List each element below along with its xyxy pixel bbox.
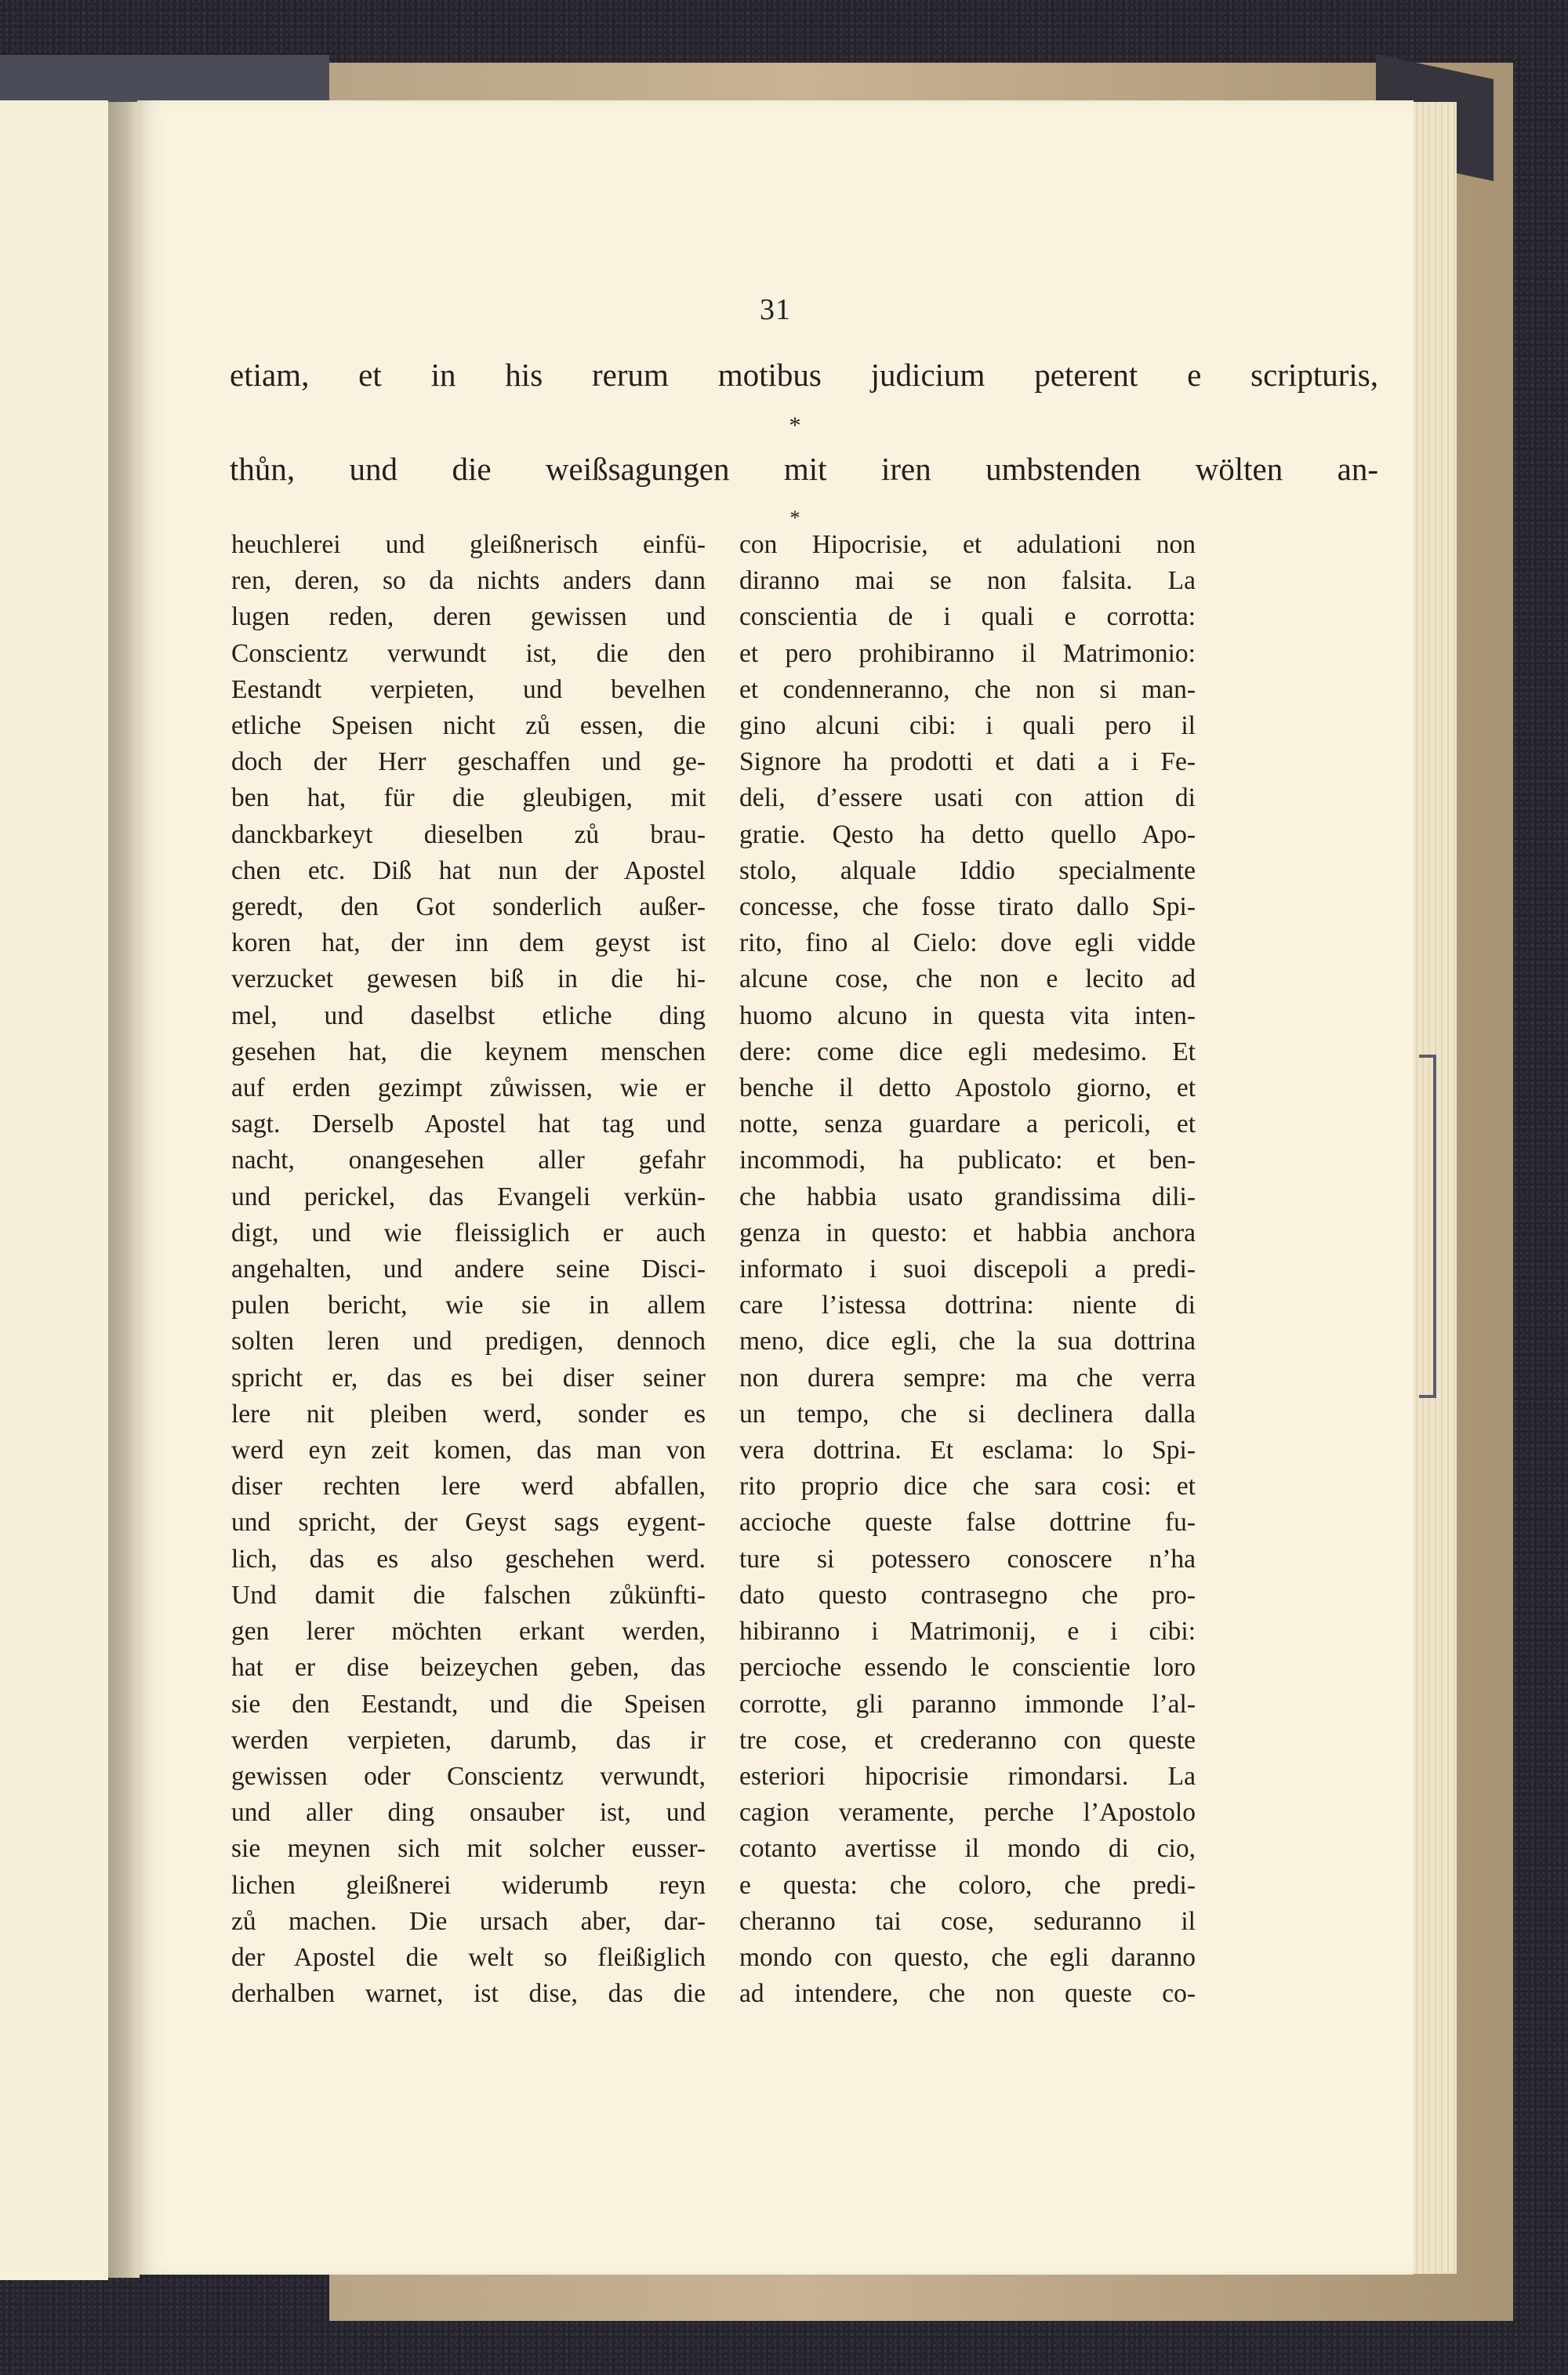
german-text-line: ren, deren, so da nichts anders dann xyxy=(231,566,706,596)
german-text-line: diser rechten lere werd abfallen, xyxy=(231,1472,706,1502)
italian-text-line: ad intendere, che non queste co- xyxy=(739,1979,1196,2009)
asterisk-marker: * xyxy=(789,507,800,529)
italian-text-line: rito, fino al Cielo: dove egli vidde xyxy=(739,928,1196,958)
german-text-line: und spricht, der Geyst sags eygent- xyxy=(231,1508,706,1538)
margin-bracket-mark xyxy=(1419,1055,1436,1398)
italian-text-line: concesse, che fosse tirato dallo Spi- xyxy=(739,892,1196,922)
german-text-line: gewissen oder Conscientz verwundt, xyxy=(231,1761,706,1791)
german-text-line: Und damit die falschen zůkünfti- xyxy=(231,1580,706,1610)
italian-text-line: ture si potessero conoscere n’ha xyxy=(739,1544,1196,1574)
german-text-line: auf erden gezimpt zůwissen, wie er xyxy=(231,1073,706,1103)
german-text-line: gen lerer möchten erkant werden, xyxy=(231,1617,706,1647)
german-text-line: chen etc. Diß hat nun der Apostel xyxy=(231,855,706,885)
italian-text-line: stolo, alquale Iddio specialmente xyxy=(739,855,1196,885)
page-number: 31 xyxy=(760,293,791,326)
italian-text-line: mondo con questo, che egli daranno xyxy=(739,1942,1196,1972)
german-text-line: lugen reden, deren gewissen und xyxy=(231,602,706,632)
italian-text-line: hibiranno i Matrimonij, e i cibi: xyxy=(739,1617,1196,1647)
italian-text-line: conscientia de i quali e corrotta: xyxy=(739,602,1196,632)
italian-text-line: genza in questo: et habbia anchora xyxy=(739,1218,1196,1247)
german-text-line: der Apostel die welt so fleißiglich xyxy=(231,1942,706,1972)
latin-full-width-line: etiam, et in his rerum motibus judicium peterent e scripturis, xyxy=(230,357,1378,393)
italian-text-line: con Hipocrisie, et adulationi non xyxy=(739,530,1196,559)
german-text-line: doch der Herr geschaffen und ge- xyxy=(231,747,706,777)
german-text-line: hat er dise beizeychen geben, das xyxy=(231,1653,706,1683)
german-text-line: ben hat, für die gleubigen, mit xyxy=(231,783,706,813)
italian-text-line: informato i suoi discepoli a predi- xyxy=(739,1255,1196,1284)
german-text-line: lich, das es also geschehen werd. xyxy=(231,1544,706,1574)
italian-text-line: care l’istessa dottrina: niente di xyxy=(739,1291,1196,1320)
italian-text-line: gino alcuni cibi: i quali pero il xyxy=(739,711,1196,741)
german-text-line: heuchlerei und gleißnerisch einfü- xyxy=(231,530,706,559)
italian-text-line: huomo alcuno in questa vita inten- xyxy=(739,1000,1196,1030)
german-text-line: verzucket gewesen biß in die hi- xyxy=(231,964,706,994)
german-text-line: spricht er, das es bei diser seiner xyxy=(231,1363,706,1393)
german-text-line: und perickel, das Evangeli verkün- xyxy=(231,1182,706,1211)
italian-text-line: percioche essendo le conscientie loro xyxy=(739,1653,1196,1683)
german-text-line: digt, und wie fleissiglich er auch xyxy=(231,1218,706,1247)
german-text-line: koren hat, der inn dem geyst ist xyxy=(231,928,706,958)
left-binding-cloth xyxy=(0,55,329,102)
italian-text-line: deli, d’essere usati con attion di xyxy=(739,783,1196,813)
italian-text-line: notte, senza guardare a pericoli, et xyxy=(739,1109,1196,1139)
german-text-line: mel, und daselbst etliche ding xyxy=(231,1000,706,1030)
italian-text-line: cheranno tai cose, seduranno il xyxy=(739,1906,1196,1936)
italian-text-line: et pero prohibiranno il Matrimonio: xyxy=(739,638,1196,668)
italian-text-line: benche il detto Apostolo giorno, et xyxy=(739,1073,1196,1103)
italian-text-line: e questa: che coloro, che predi- xyxy=(739,1870,1196,1900)
italian-text-line: et condenneranno, che non si man- xyxy=(739,674,1196,704)
italian-text-line: cagion veramente, perche l’Apostolo xyxy=(739,1798,1196,1828)
asterisk-marker: * xyxy=(789,412,801,438)
german-text-line: sie meynen sich mit solcher eusser- xyxy=(231,1834,706,1864)
german-text-line: solten leren und predigen, dennoch xyxy=(231,1327,706,1356)
german-text-line: danckbarkeyt dieselben zů brau- xyxy=(231,819,706,849)
italian-text-line: un tempo, che si declinera dalla xyxy=(739,1399,1196,1429)
italian-text-line: Signore ha prodotti et dati a i Fe- xyxy=(739,747,1196,777)
italian-text-line: alcune cose, che non e lecito ad xyxy=(739,964,1196,994)
german-text-line: etliche Speisen nicht zů essen, die xyxy=(231,711,706,741)
italian-text-line: accioche queste false dottrine fu- xyxy=(739,1508,1196,1538)
german-text-line: lichen gleißnerei widerumb reyn xyxy=(231,1870,706,1900)
italian-text-line: rito proprio dice che sara cosi: et xyxy=(739,1472,1196,1502)
german-text-line: geredt, den Got sonderlich außer- xyxy=(231,892,706,922)
german-text-line: sagt. Derselb Apostel hat tag und xyxy=(231,1109,706,1139)
german-text-line: Eestandt verpieten, und bevelhen xyxy=(231,674,706,704)
italian-text-line: corrotte, gli paranno immonde l’al- xyxy=(739,1689,1196,1719)
italian-text-line: vera dottrina. Et esclama: lo Spi- xyxy=(739,1436,1196,1465)
german-text-line: derhalben warnet, ist dise, das die xyxy=(231,1979,706,2009)
german-text-line: sie den Eestandt, und die Speisen xyxy=(231,1689,706,1719)
italian-text-line: esteriori hipocrisie rimondarsi. La xyxy=(739,1761,1196,1791)
italian-text-line: che habbia usato grandissima dili- xyxy=(739,1182,1196,1211)
german-full-width-line: thůn, und die weißsagungen mit iren umbstenden wölten an- xyxy=(230,451,1378,487)
italian-text-line: non durera sempre: ma che verra xyxy=(739,1363,1196,1393)
german-text-line: werden verpieten, darumb, das ir xyxy=(231,1725,706,1755)
italian-text-line: dato questo contrasegno che pro- xyxy=(739,1580,1196,1610)
german-text-line: pulen bericht, wie sie in allem xyxy=(231,1291,706,1320)
german-text-line: und aller ding onsauber ist, und xyxy=(231,1798,706,1828)
german-text-line: zů machen. Die ursach aber, dar- xyxy=(231,1906,706,1936)
italian-text-line: incommodi, ha publicato: et ben- xyxy=(739,1146,1196,1175)
german-text-line: gesehen hat, die keynem menschen xyxy=(231,1037,706,1066)
italian-text-line: diranno mai se non falsita. La xyxy=(739,566,1196,596)
german-text-line: Conscientz verwundt ist, die den xyxy=(231,638,706,668)
italian-text-line: tre cose, et crederanno con queste xyxy=(739,1725,1196,1755)
german-text-column xyxy=(231,527,706,2012)
left-page-edge xyxy=(0,100,108,2280)
german-text-line: lere nit pleiben werd, sonder es xyxy=(231,1399,706,1429)
italian-text-line: dere: come dice egli medesimo. Et xyxy=(739,1037,1196,1066)
german-text-line: werd eyn zeit komen, das man von xyxy=(231,1436,706,1465)
german-text-line: angehalten, und andere seine Disci- xyxy=(231,1255,706,1284)
italian-text-line: cotanto avertisse il mondo di cio, xyxy=(739,1834,1196,1864)
page-gutter xyxy=(108,102,140,2278)
italian-text-line: meno, dice egli, che la sua dottrina xyxy=(739,1327,1196,1356)
italian-text-line: gratie. Qesto ha detto quello Apo- xyxy=(739,819,1196,849)
italian-text-column xyxy=(739,527,1196,2012)
german-text-line: nacht, onangesehen aller gefahr xyxy=(231,1146,706,1175)
book-page xyxy=(137,100,1414,2275)
